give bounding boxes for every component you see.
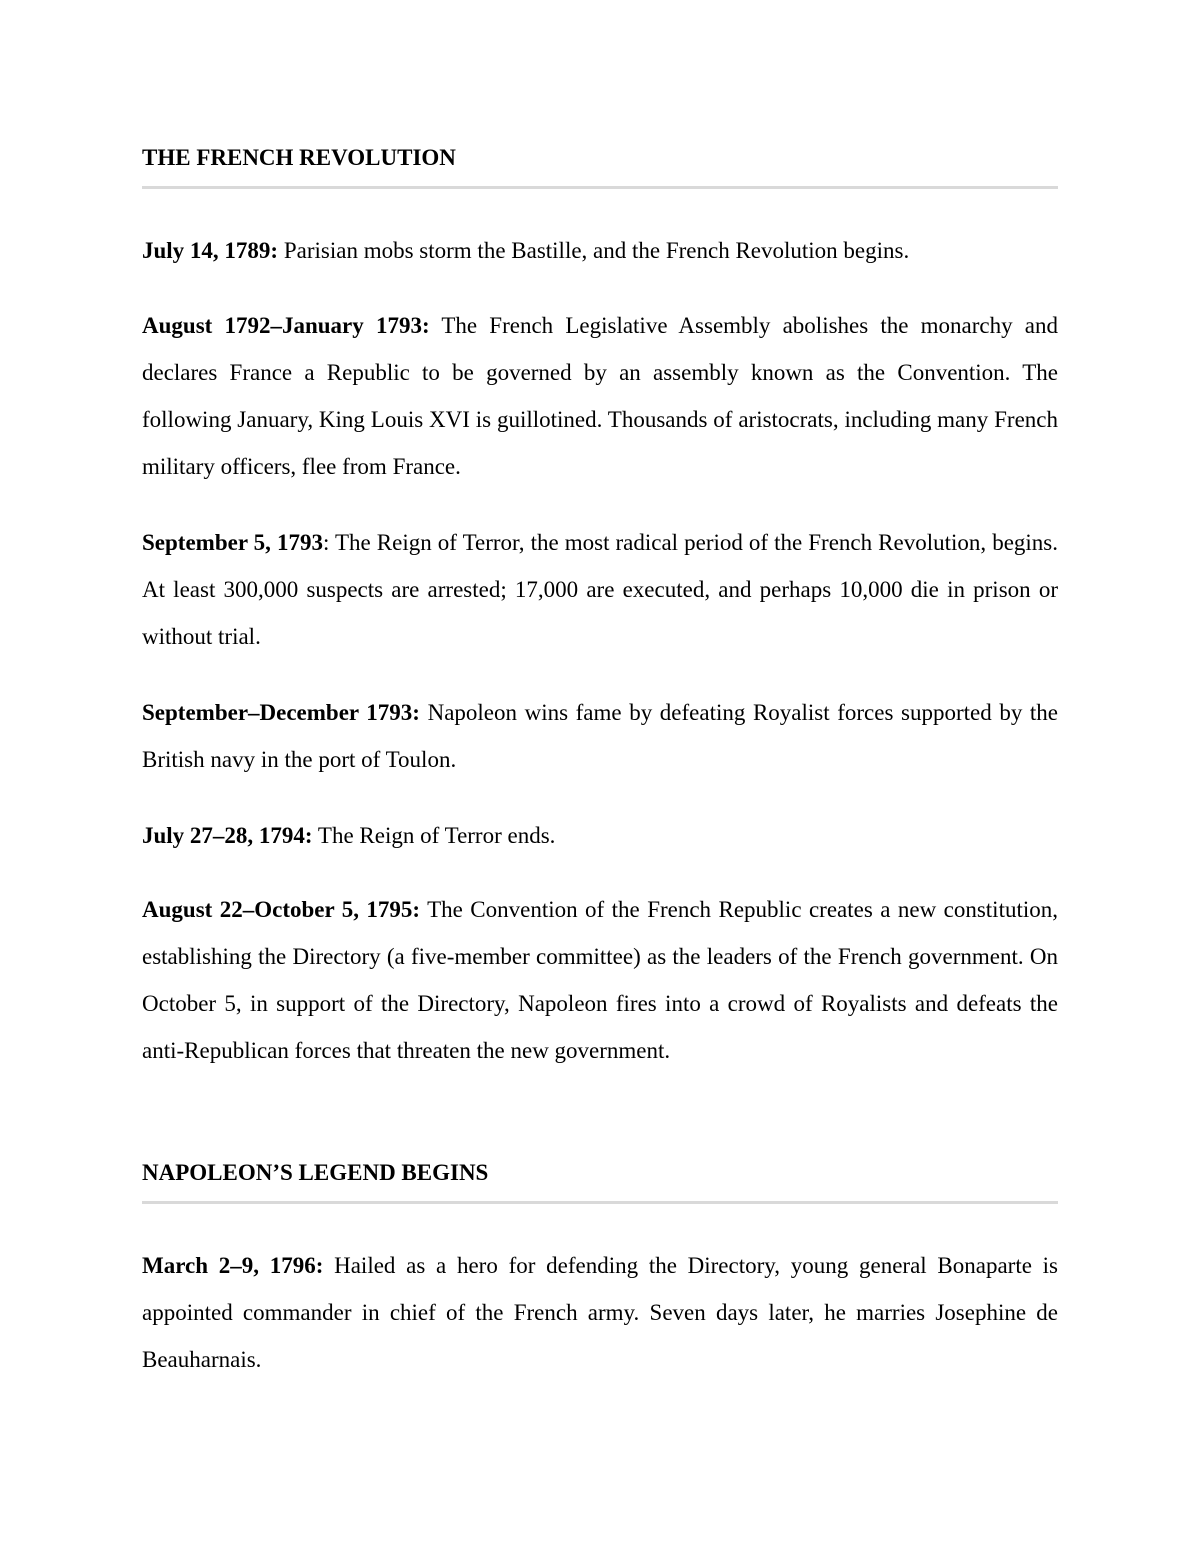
entry-text: : The Reign of Terror, the most radical period of the French Revolution, begins. At least 300,000 suspects are arrested; 17,000 are executed, and perhaps 10,000 die in prison or without trial. <box>142 530 1058 649</box>
entry-date: September–December 1793: <box>142 700 420 725</box>
timeline-entry <box>142 302 1058 490</box>
entry-text: The Reign of Terror ends. <box>312 823 556 848</box>
entry-date: July 27–28, 1794: <box>142 823 313 848</box>
entry-date: August 1792–January 1793: <box>142 313 430 338</box>
entry-text: Hailed as a hero for defending the Directory, young general Bonaparte is appointed commander in chief of the French army. Seven days later, he marries Josephine de Beauharnais. <box>142 1253 1058 1372</box>
timeline-entry <box>142 227 1058 274</box>
section-heading-napoleons-legend: NAPOLEON’S LEGEND BEGINS <box>142 1160 489 1185</box>
entry-text: Napoleon wins fame by defeating Royalist forces supported by the British navy in the port of Toulon. <box>142 700 1059 772</box>
section-divider <box>142 186 1058 189</box>
entry-text: Parisian mobs storm the Bastille, and the French Revolution begins. <box>278 238 910 263</box>
timeline-entry <box>142 812 1058 859</box>
entry-date: March 2–9, 1796: <box>142 1253 324 1278</box>
section-heading-french-revolution: THE FRENCH REVOLUTION <box>142 145 456 170</box>
timeline-entry <box>142 519 1058 660</box>
timeline-entry <box>142 689 1058 783</box>
timeline-entry <box>142 1242 1058 1383</box>
section-divider <box>142 1201 1058 1204</box>
entry-text: The French Legislative Assembly abolishes the monarchy and declares France a Republic to be governed by an assembly known as the Convention. The following January, King Louis XVI is guillotined. Thousands of aristocrats, including many French military officers, flee from France. <box>142 313 1058 479</box>
entry-text: The Convention of the French Republic creates a new constitution, establishing the Directory (a five-member committee) as the leaders of the French government. On October 5, in support of the Directory, Napoleon fires into a crowd of Royalists and defeats the anti-Republican forces that threaten the new government. <box>142 897 1058 1063</box>
entry-date: July 14, 1789: <box>142 238 279 263</box>
entry-date: September 5, 1793 <box>142 530 323 555</box>
entry-date: August 22–October 5, 1795: <box>142 897 421 922</box>
timeline-entry <box>142 886 1058 1074</box>
